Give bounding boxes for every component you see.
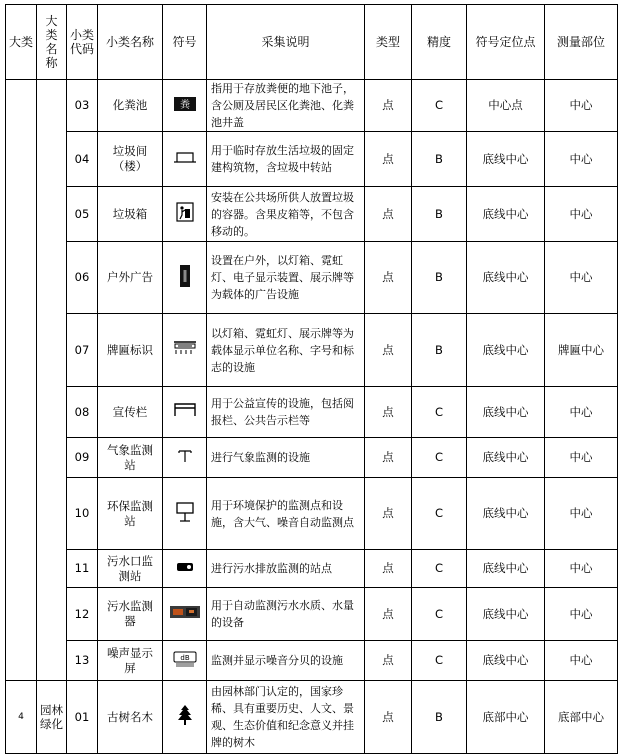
precision: B <box>412 242 467 314</box>
table-row <box>6 242 618 314</box>
bulletin-board-icon <box>173 403 197 421</box>
collect-desc: 设置在户外，以灯箱、霓虹灯、电子显示装置、展示牌等为载体的广告设施 <box>207 242 365 314</box>
header-symbol: 符号 <box>163 5 207 80</box>
header-measure: 测量部位 <box>545 5 618 80</box>
precision: B <box>412 314 467 387</box>
measure: 中心 <box>545 80 618 132</box>
symbol-cell <box>163 478 207 550</box>
table-row <box>6 550 618 588</box>
anchor: 底线中心 <box>467 187 545 242</box>
type: 点 <box>365 641 412 681</box>
sub-name: 噪声显示屏 <box>98 641 163 681</box>
anchor: 中心点 <box>467 80 545 132</box>
symbol-cell <box>163 242 207 314</box>
symbol-cell <box>163 132 207 187</box>
old-tree-icon <box>177 704 193 730</box>
sub-code: 10 <box>67 478 98 550</box>
collect-desc: 监测并显示噪音分贝的设施 <box>207 641 365 681</box>
header-sub-code: 小类代码 <box>67 5 98 80</box>
header-row <box>6 5 618 80</box>
measure: 中心 <box>545 588 618 641</box>
big-class-number: 4 <box>6 681 37 754</box>
anchor: 底部中心 <box>467 681 545 754</box>
collect-desc: 进行气象监测的设施 <box>207 438 365 478</box>
measure: 中心 <box>545 242 618 314</box>
table-row <box>6 314 618 387</box>
env-monitor-icon <box>175 502 195 526</box>
measure: 中心 <box>545 387 618 438</box>
noise-display-icon <box>173 651 197 671</box>
type: 点 <box>365 588 412 641</box>
collect-desc: 由园林部门认定的，国家珍稀、具有重要历史、人文、景观、生态价值和纪念意义并挂牌的树木 <box>207 681 365 754</box>
sub-name: 宣传栏 <box>98 387 163 438</box>
precision: B <box>412 681 467 754</box>
sub-name: 垃圾间（楼） <box>98 132 163 187</box>
sub-code: 06 <box>67 242 98 314</box>
septic-tank-icon-text: 粪 <box>179 99 190 111</box>
sub-name: 化粪池 <box>98 80 163 132</box>
precision: B <box>412 132 467 187</box>
table-row <box>6 387 618 438</box>
measure: 中心 <box>545 132 618 187</box>
table-row <box>6 588 618 641</box>
collect-desc: 进行污水排放监测的站点 <box>207 550 365 588</box>
sub-code: 12 <box>67 588 98 641</box>
precision: C <box>412 550 467 588</box>
anchor: 底线中心 <box>467 550 545 588</box>
type: 点 <box>365 478 412 550</box>
measure: 中心 <box>545 550 618 588</box>
symbol-cell <box>163 641 207 681</box>
sub-name: 古树名木 <box>98 681 163 754</box>
header-big-class: 大类 <box>6 5 37 80</box>
sub-code: 01 <box>67 681 98 754</box>
billboard-icon <box>180 265 190 291</box>
big-class-name: 园林绿化 <box>37 681 67 754</box>
anchor: 底线中心 <box>467 132 545 187</box>
symbol-cell <box>163 550 207 588</box>
header-precision: 精度 <box>412 5 467 80</box>
symbol-cell <box>163 80 207 132</box>
anchor: 底线中心 <box>467 314 545 387</box>
symbol-cell <box>163 314 207 387</box>
sub-code: 05 <box>67 187 98 242</box>
measure: 中心 <box>545 478 618 550</box>
sub-code: 07 <box>67 314 98 387</box>
measure: 中心 <box>545 438 618 478</box>
septic-tank-icon <box>174 97 196 115</box>
sewage-monitor-icon <box>170 604 200 624</box>
precision: C <box>412 438 467 478</box>
sub-name: 环保监测站 <box>98 478 163 550</box>
collect-desc: 用于临时存放生活垃圾的固定建构筑物，含垃圾中转站 <box>207 132 365 187</box>
type: 点 <box>365 314 412 387</box>
sub-code: 13 <box>67 641 98 681</box>
sub-name: 污水监测器 <box>98 588 163 641</box>
table-row <box>6 681 618 754</box>
type: 点 <box>365 438 412 478</box>
measure: 中心 <box>545 641 618 681</box>
header-collect: 采集说明 <box>207 5 365 80</box>
sub-name: 污水口监测站 <box>98 550 163 588</box>
anchor: 底线中心 <box>467 387 545 438</box>
big-class-cell-empty <box>6 80 37 681</box>
table-row <box>6 438 618 478</box>
measure: 中心 <box>545 187 618 242</box>
garbage-room-icon <box>173 151 197 167</box>
sub-code: 11 <box>67 550 98 588</box>
sub-name: 户外广告 <box>98 242 163 314</box>
symbol-cell <box>163 187 207 242</box>
symbol-table <box>5 4 618 754</box>
header-anchor: 符号定位点 <box>467 5 545 80</box>
type: 点 <box>365 132 412 187</box>
table-row <box>6 132 618 187</box>
anchor: 底线中心 <box>467 478 545 550</box>
anchor: 底线中心 <box>467 641 545 681</box>
sub-name: 牌匾标识 <box>98 314 163 387</box>
type: 点 <box>365 387 412 438</box>
type: 点 <box>365 187 412 242</box>
sub-name: 垃圾箱 <box>98 187 163 242</box>
collect-desc: 用于公益宣传的设施，包括阅报栏、公共告示栏等 <box>207 387 365 438</box>
collect-desc: 用于自动监测污水水质、水量的设备 <box>207 588 365 641</box>
trash-bin-icon <box>176 202 194 226</box>
measure: 牌匾中心 <box>545 314 618 387</box>
sub-code: 04 <box>67 132 98 187</box>
type: 点 <box>365 242 412 314</box>
collect-desc: 指用于存放粪便的地下池子，含公厕及居民区化粪池、化粪池井盖 <box>207 80 365 132</box>
precision: C <box>412 80 467 132</box>
type: 点 <box>365 681 412 754</box>
table-row <box>6 187 618 242</box>
sub-name: 气象监测站 <box>98 438 163 478</box>
type: 点 <box>365 550 412 588</box>
sub-code: 03 <box>67 80 98 132</box>
symbol-cell <box>163 438 207 478</box>
collect-desc: 安装在公共场所供人放置垃圾的容器。含果皮箱等，不包含移动的。 <box>207 187 365 242</box>
anchor: 底线中心 <box>467 242 545 314</box>
sewage-outlet-icon <box>176 561 194 576</box>
weather-station-icon <box>177 449 193 467</box>
precision: C <box>412 588 467 641</box>
big-name-cell-empty <box>37 80 67 681</box>
sub-code: 09 <box>67 438 98 478</box>
table-row <box>6 478 618 550</box>
sub-code: 08 <box>67 387 98 438</box>
header-sub-name: 小类名称 <box>98 5 163 80</box>
signboard-icon <box>173 341 197 359</box>
precision: C <box>412 387 467 438</box>
symbol-cell <box>163 681 207 754</box>
header-big-name: 大类名称 <box>37 5 67 80</box>
collect-desc: 以灯箱、霓虹灯、展示牌等为载体显示单位名称、字号和标志的设施 <box>207 314 365 387</box>
noise-display-icon-text: dB <box>179 653 190 662</box>
measure: 底部中心 <box>545 681 618 754</box>
precision: B <box>412 187 467 242</box>
precision: C <box>412 641 467 681</box>
table-row <box>6 80 618 132</box>
symbol-cell <box>163 387 207 438</box>
anchor: 底线中心 <box>467 438 545 478</box>
table-row <box>6 641 618 681</box>
precision: C <box>412 478 467 550</box>
symbol-cell <box>163 588 207 641</box>
anchor: 底线中心 <box>467 588 545 641</box>
header-type: 类型 <box>365 5 412 80</box>
collect-desc: 用于环境保护的监测点和设施，含大气、噪音自动监测点 <box>207 478 365 550</box>
type: 点 <box>365 80 412 132</box>
